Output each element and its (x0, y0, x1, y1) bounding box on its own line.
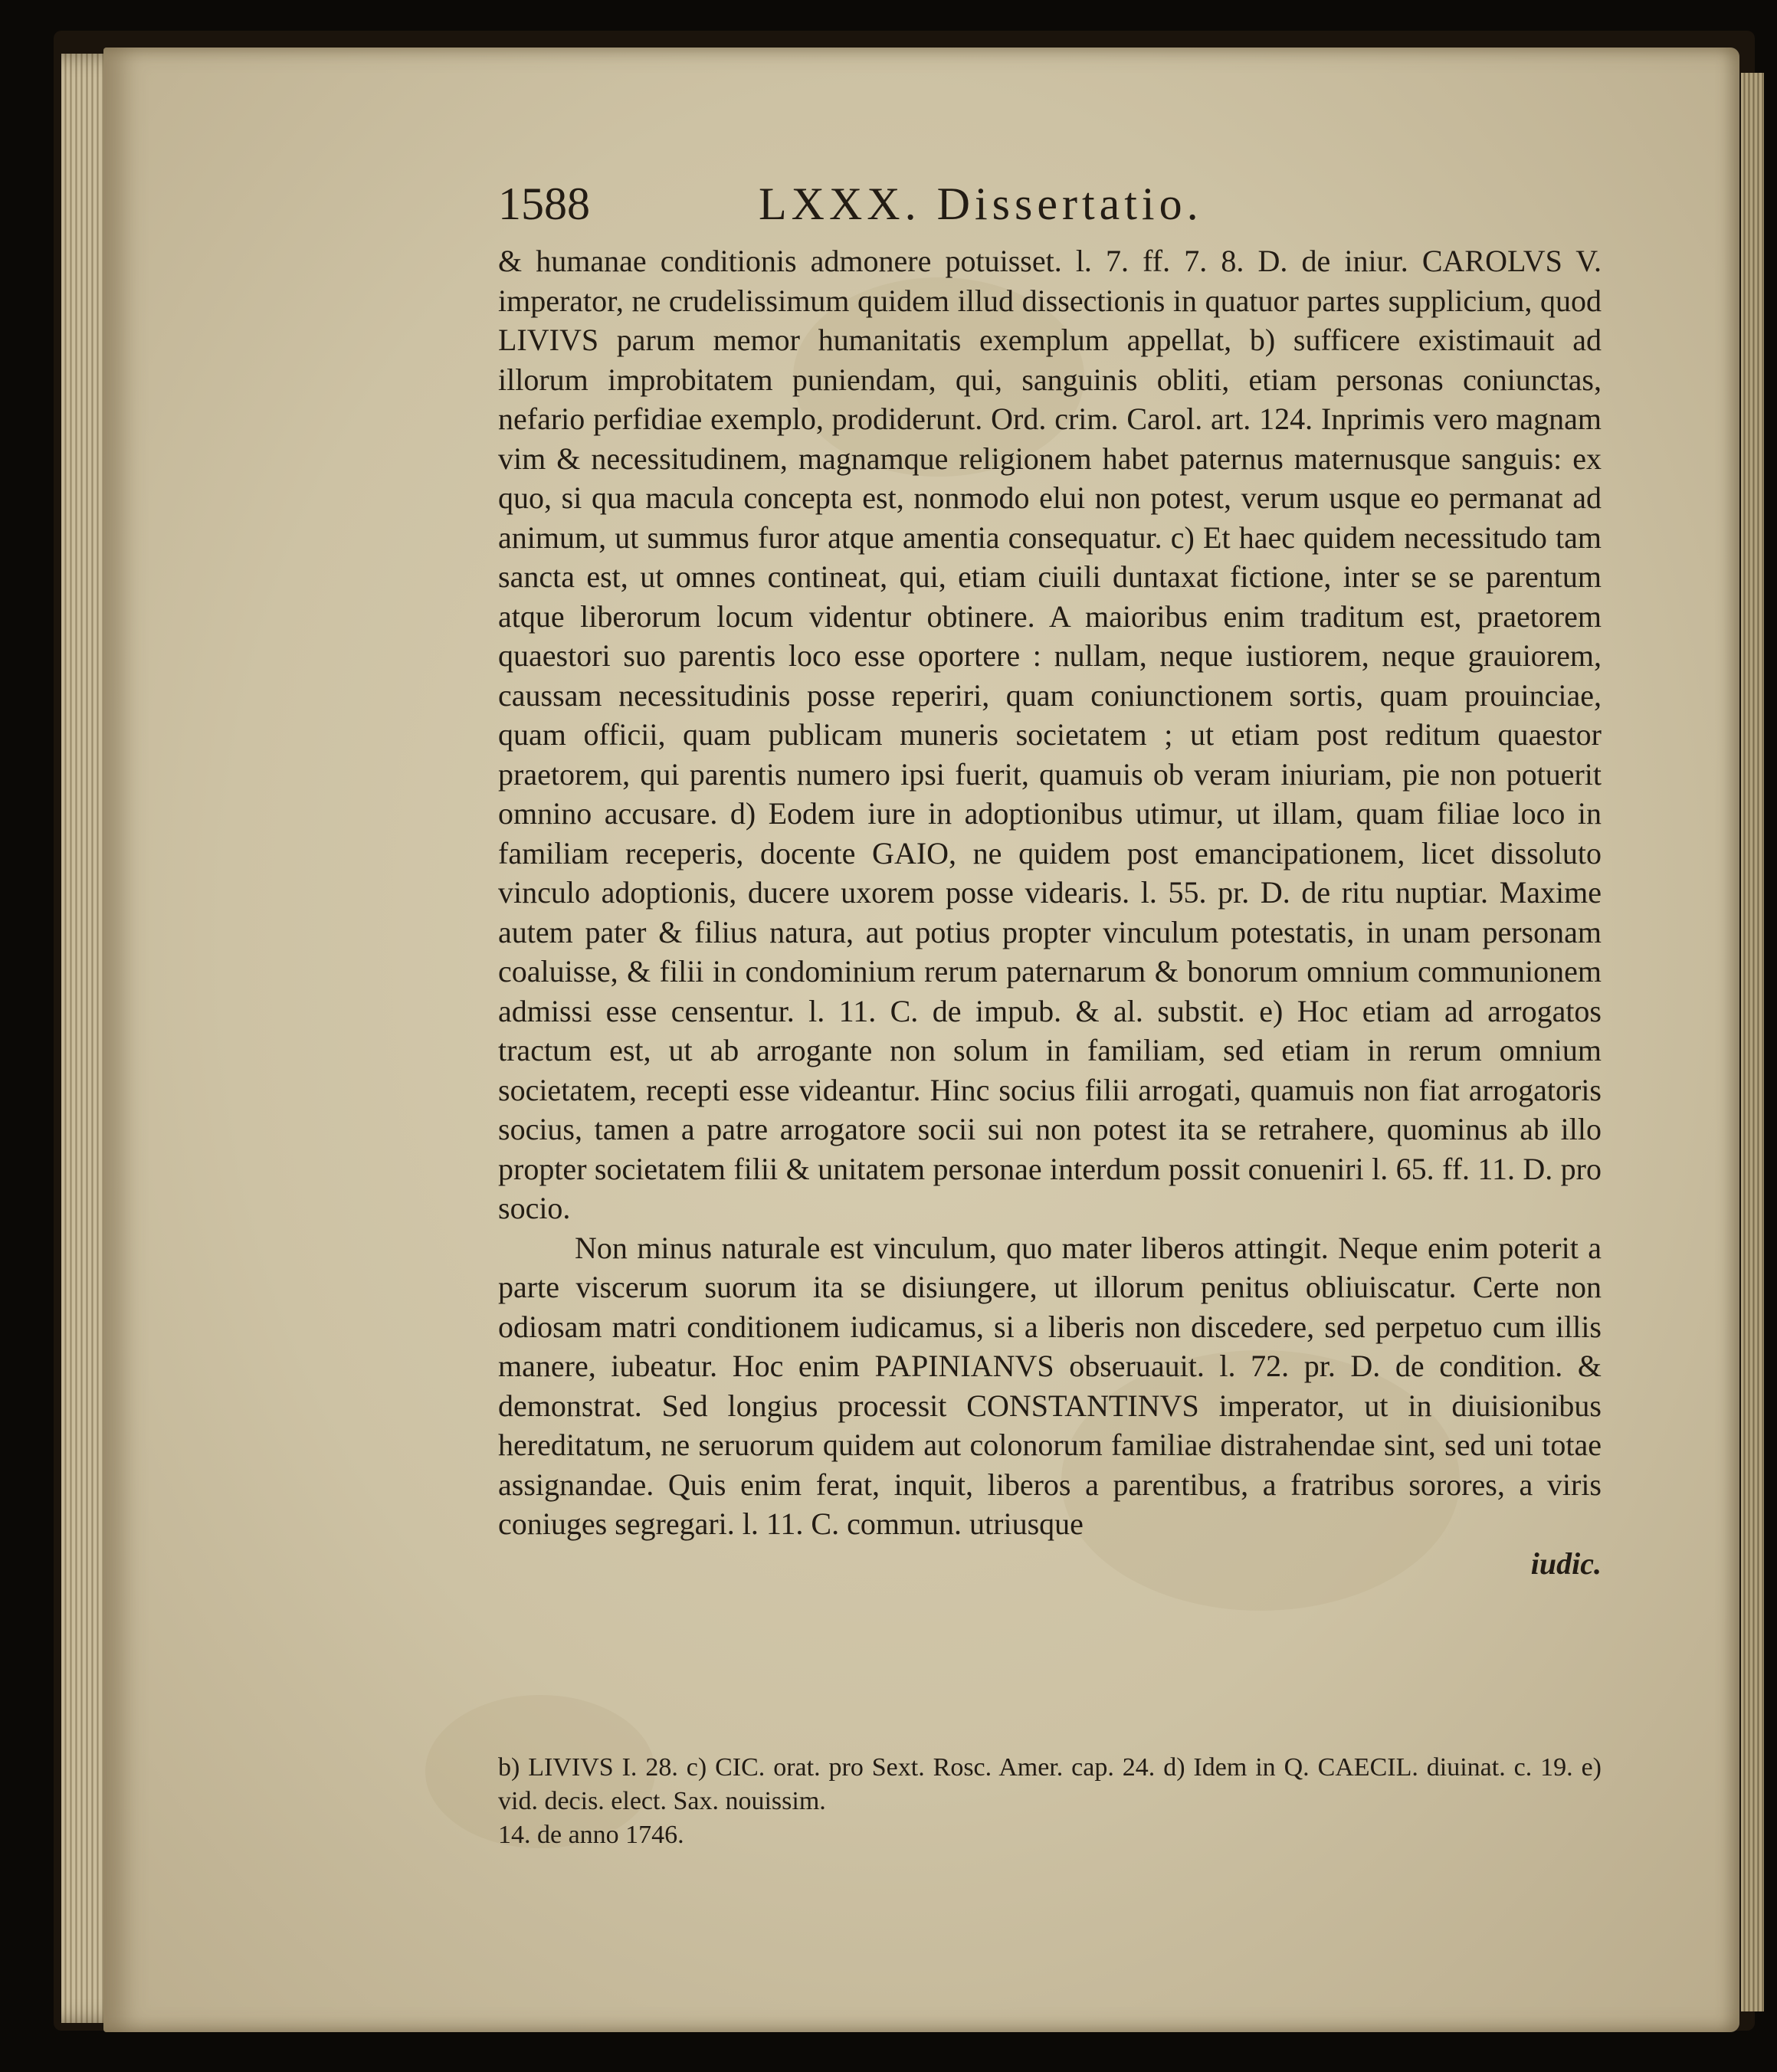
footnotes (498, 1751, 1602, 1852)
paragraph-2: Non minus naturale est vinculum, quo mater liberos attingit. Neque enim poterit a parte viscerum suorum ita se disiungere, ut illorum penitus obliuiscatur. Certe non odiosam matri conditionem iudicamus, si a liberis non discedere, sed perpetuo cum illis manere, iubeatur. Hoc enim PAPINIANVS obseruauit. l. 72. pr. D. de condition. & demonstrat. Sed longius processit CONSTANTINVS imperator, ut in diuisionibus hereditatum, ne seruorum quidem aut colonorum familiae distrahendae sint, sed uni totae assignandae. Quis enim ferat, inquit, liberos a parentibus, a fratribus sorores, a viris coniuges segregari. l. 11. C. commun. utriusque (498, 1230, 1602, 1541)
running-title: LXXX. Dissertatio. (759, 179, 1203, 229)
page-edges-right (1741, 73, 1764, 2011)
page-number: 1588 (498, 179, 590, 229)
page-header (498, 180, 1602, 228)
footnote-line-1: b) LIVIVS I. 28. c) CIC. orat. pro Sext. Rosc. Amer. cap. 24. d) Idem in Q. CAECIL. diuinat. c. 19. e) vid. decis. elect. Sax. nouissim. (498, 1753, 1602, 1815)
footnote-line-2: 14. de anno 1746. (498, 1821, 684, 1849)
page-text-block (498, 179, 1602, 1849)
main-text (498, 241, 1602, 1583)
paragraph-1: & humanae conditionis admonere potuisset. l. 7. ff. 7. 8. D. de iniur. CAROLVS V. imperator, ne crudelissimum quidem illud dissectionis in quatuor partes supplicium, quod LIVIVS parum memor humanitatis exemplum appellat, b) sufficere existimauit ad illorum improbitatem puniendam, qui, sanguinis obliti, etiam personas coniunctas, nefario perfidiae exemplo, prodiderunt. Ord. crim. Carol. art. 124. Inprimis vero magnam vim & necessitudinem, magnamque religionem habet paternus maternusque sanguis: ex quo, si qua macula concepta est, nonmodo elui non potest, verum usque eo permanat ad animum, ut summus furor atque amentia consequatur. c) Et haec quidem necessitudo tam sancta est, ut omnes contineat, qui, etiam ciuili duntaxat fictione, inter se se parentum atque liberorum locum videntur obtinere. A maioribus enim traditum est, praetorem quaestori suo parentis loco esse oportere : nullam, neque iustiorem, neque grauiorem, caussam necessitudinis posse reperiri, quam coniunctionem sortis, quam prouinciae, quam officii, quam publicam muneris societatem ; ut etiam post reditum quaestor praetorem, qui parentis numero ipsi fuerit, quamuis ob veram iniuriam, pie non potuerit omnino accusare. d) Eodem iure in adoptionibus utimur, ut illam, quam filiae loco in familiam receperis, docente GAIO, ne quidem post emancipationem, licet dissoluto vinculo adoptionis, ducere uxorem posse videaris. l. 55. pr. D. de ritu nuptiar. Maxime autem pater & filius natura, aut potius propter vinculum potestatis, in unam personam coaluisse, & filii in condominium rerum paternarum & bonorum omnium communionem admissi esse censentur. l. 11. C. de impub. & al. substit. e) Hoc etiam ad arrogatos tractum est, ut ab arrogante non solum in familiam, sed etiam in rerum omnium societatem, recepti esse videantur. Hinc socius filii arrogati, quamuis non fiat arrogatoris socius, tamen a patre arrogatore socii sui non potest ita se retrahere, quominus ab illo propter societatem filii & unitatem personae interdum possit conueniri l. 65. ff. 11. D. pro socio. (498, 244, 1602, 1225)
catchword: iudic. (1530, 1546, 1602, 1581)
